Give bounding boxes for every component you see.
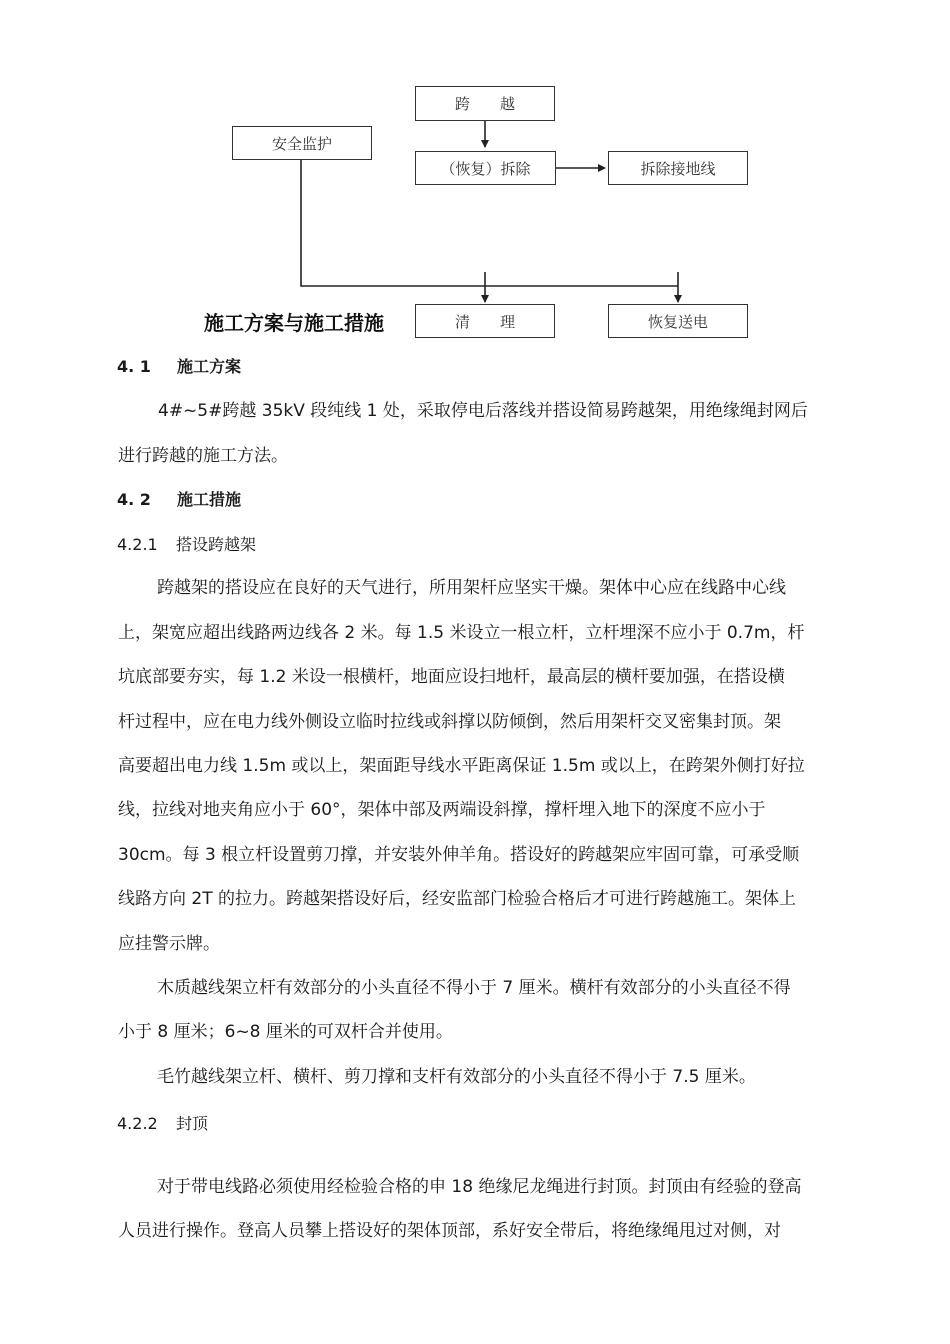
section-4-2-title: 施工措施	[177, 490, 242, 509]
box-clean	[415, 304, 555, 338]
box-safety-label: 安全监护	[271, 134, 332, 153]
overlay-heading: 施工方案与施工措施	[204, 311, 384, 335]
box-crossing	[415, 86, 555, 121]
box-remove-ground-wire	[608, 151, 748, 185]
para-2-line-7: 30cm。每 3 根立杆设置剪刀撑，并安装外伸羊角。搭设好的跨越架应牢固可靠，可承受顺	[118, 845, 800, 865]
section-4-1-number: 4. 1	[117, 357, 151, 376]
para-2-line-3: 坑底部要夯实，每 1.2 米设一根横杆，地面应设扫地杆，最高层的横杆要加强，在搭设横	[118, 667, 785, 687]
section-4-2-number: 4. 2	[117, 490, 151, 509]
para-2-line-5: 高要超出电力线 1.5m 或以上，架面距导线水平距离保证 1.5m 或以上，在跨架外侧打好拉	[118, 756, 805, 776]
section-4-1-title: 施工方案	[177, 357, 242, 376]
para-4-line-1: 毛竹越线架立杆、横杆、剪刀撑和支杆有效部分的小头直径不得小于 7.5 厘米。	[157, 1067, 756, 1087]
para-1-line-2: 进行跨越的施工方法。	[118, 446, 288, 466]
box-crossing-label: 跨 越	[454, 95, 515, 113]
para-2-line-6: 线，拉线对地夹角应小于 60°，架体中部及两端设斜撑，撑杆埋入地下的深度不应小于	[118, 800, 766, 820]
para-3-line-2: 小于 8 厘米；6~8 厘米的可双杆合并使用。	[118, 1022, 453, 1042]
box-restore-power	[608, 304, 748, 338]
box-ground-label: 拆除接地线	[640, 159, 716, 178]
para-2-line-4: 杆过程中，应在电力线外侧设立临时拉线或斜撑以防倾倒，然后用架杆交叉密集封顶。架	[118, 712, 781, 732]
para-2-line-1: 跨越架的搭设应在良好的天气进行，所用架杆应坚实干燥。架体中心应在线路中心线	[157, 578, 786, 598]
section-4-2-2-number: 4.2.2	[117, 1114, 158, 1133]
para-5-line-1: 对于带电线路必须使用经检验合格的申 18 绝缘尼龙绳进行封顶。封顶由有经验的登高	[157, 1177, 802, 1197]
para-1-line-1: 4#~5#跨越 35kV 段纯线 1 处，采取停电后落线并搭设简易跨越架，用绝缘绳封网后	[158, 401, 808, 421]
section-4-2-2-title: 封顶	[176, 1114, 209, 1133]
para-5-line-2: 人员进行操作。登高人员攀上搭设好的架体顶部，系好安全带后，将绝缘绳甩过对侧，对	[118, 1221, 781, 1241]
section-4-2-1-title: 搭设跨越架	[176, 535, 257, 554]
box-remove	[415, 151, 556, 185]
section-4-2-1-number: 4.2.1	[117, 535, 158, 554]
para-2-line-9: 应挂警示牌。	[118, 934, 220, 954]
box-clean-label: 清 理	[454, 312, 515, 331]
para-3-line-1: 木质越线架立杆有效部分的小头直径不得小于 7 厘米。横杆有效部分的小头直径不得	[157, 978, 791, 998]
flowchart	[0, 0, 950, 345]
box-remove-label: （恢复）拆除	[440, 159, 531, 178]
para-2-line-8: 线路方向 2T 的拉力。跨越架搭设好后，经安监部门检验合格后才可进行跨越施工。架体上	[118, 889, 797, 909]
para-2-line-2: 上，架宽应超出线路两边线各 2 米。每 1.5 米设立一根立杆，立杆埋深不应小于 0.7m，杆	[118, 623, 805, 643]
box-safety-monitoring	[232, 126, 372, 160]
box-restore-label: 恢复送电	[647, 312, 708, 331]
